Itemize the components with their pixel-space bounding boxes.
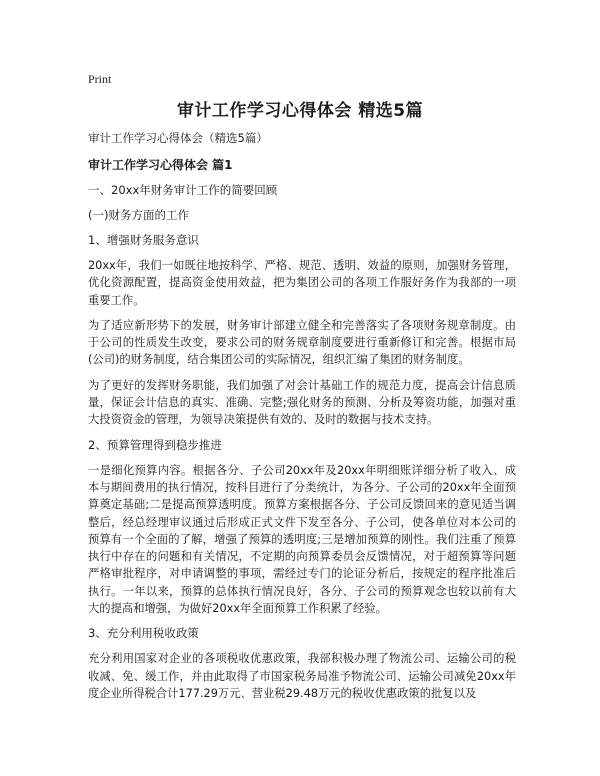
document-body xyxy=(88,130,516,710)
heading-finance-work: (一)财务方面的工作 xyxy=(88,208,189,222)
paragraph-finance-principles: 20xx年，我们一如既往地按科学、严格、规范、透明、效益的原则，加强财务管理，优化资源配置，提高资金使用效益，把为集团公司的各项工作服好务作为我部的一项重要工作。 xyxy=(88,259,516,307)
document-title: 审计工作学习心得体会 精选5篇 xyxy=(176,101,424,121)
heading-tax-policy: 3、充分利用税收政策 xyxy=(88,626,199,641)
print-label: Print xyxy=(88,72,112,86)
document-subtitle: 审计工作学习心得体会（精选5篇） xyxy=(88,131,268,145)
paragraph-budget-details: 一是细化预算内容。根据各分、子公司20xx年及20xx年明细账详细分析了收入、成本与期间费用的执行情况，按科目进行了分类统计，为各分、子公司的20xx年全面预算奠定基础;二是提高预算透明度。预算方案根据各分、子公司反馈回来的意见适当调整后，经总经理审议通过后形成正式文件下发至各分、子公司，使各单位对本公司的预算有一个全面的了解，增强了预算的透明度;三是增加预算的刚性。我们注重了预算执行中存在的问题和有关情况，不定期的向预算委员会反馈情况，对于超预算等问题严格审批程序，对申请调整的事项，需经过专门的论证分析后，按规定的程序批准后执行。一年以来，预算的总体执行情况良好，各分、子公司的预算观念也较以前有大大的提高和增强，为做好20xx年全面预算工作积累了经验。 xyxy=(88,463,516,616)
paragraph-accounting-quality: 为了更好的发挥财务职能，我们加强了对会计基础工作的规范力度，提高会计信息质量，保证会计信息的真实、准确、完整;强化财务的预测、分析及筹资功能，加强对重大投资资金的管理，为领导决策提供有效的、及时的数据与技术支持。 xyxy=(88,378,516,427)
paragraph-tax-benefits: 充分利用国家对企业的各项税收优惠政策，我部积极办理了物流公司、运输公司的税收减、免、缓工作，并由此取得了市国家税务局准予物流公司、运输公司减免20xx年度企业所得税合计177.29万元、营业税29.48万元的税收优惠政策的批复以及 xyxy=(88,652,516,700)
section-title: 审计工作学习心得体会 篇1 xyxy=(88,158,233,172)
paragraph-regulations: 为了适应新形势下的发展，财务审计部建立健全和完善落实了各项财务规章制度。由于公司的性质发生改变，要求公司的财务规章制度要进行重新修订和完善。根据市局(公司)的财务制度，结合集团公司的实际情况，组织汇编了集团的财务制度。 xyxy=(88,318,516,367)
heading-service-awareness: 1、增强财务服务意识 xyxy=(88,233,199,247)
heading-budget-management: 2、预算管理得到稳步推进 xyxy=(88,437,222,452)
heading-annual-review: 一、20xx年财务审计工作的简要回顾 xyxy=(88,183,278,197)
